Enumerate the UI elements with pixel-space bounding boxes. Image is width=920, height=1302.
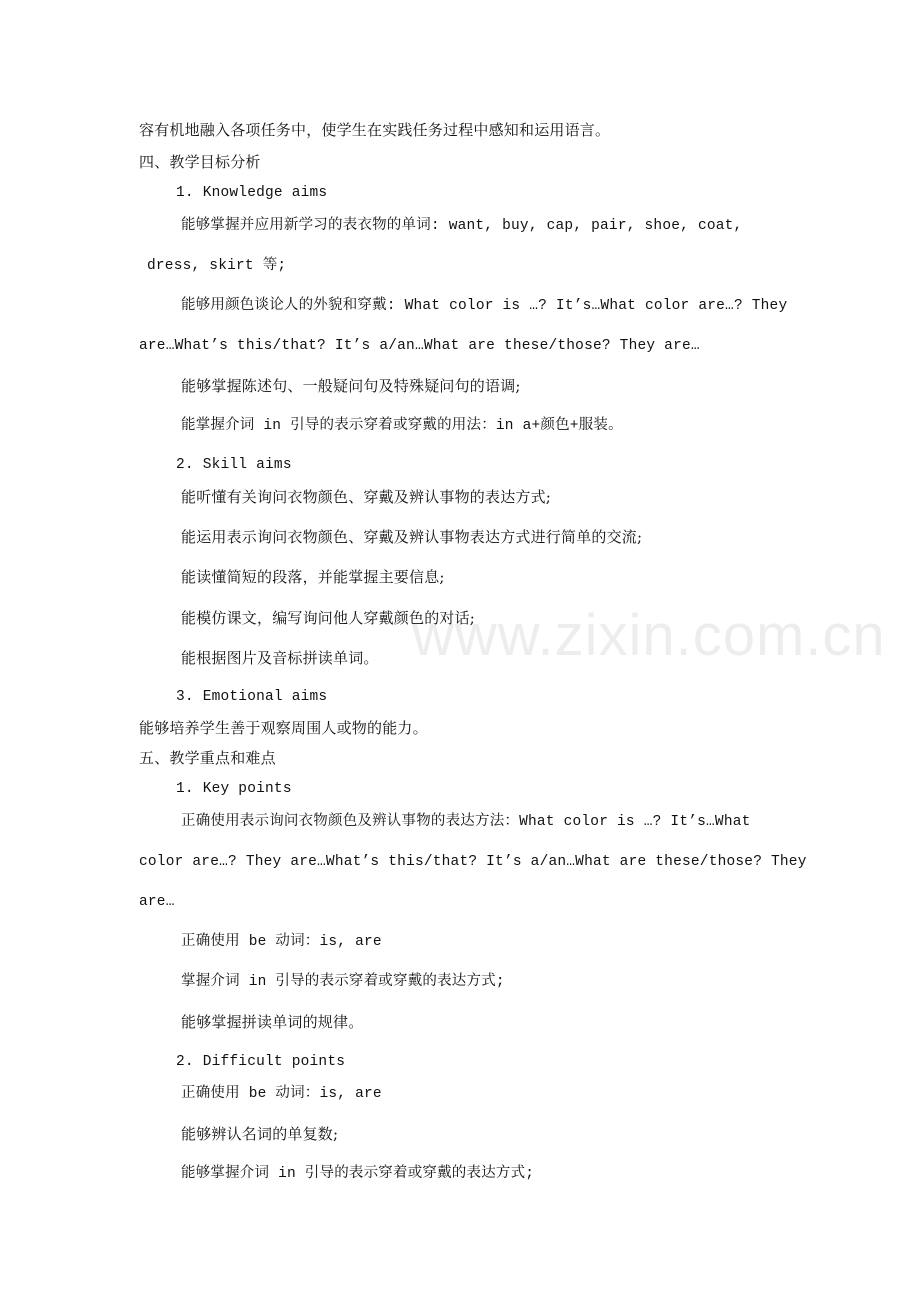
key-para-4: 能够掌握拼读单词的规律。 <box>181 1013 364 1031</box>
skill-aims-title: 2. Skill aims <box>176 457 292 473</box>
knowledge-aims-title: 1. Knowledge aims <box>176 185 328 201</box>
difficult-points-title: 2. Difficult points <box>176 1054 346 1070</box>
difficult-item: 能够辨认名词的单复数; <box>181 1125 339 1143</box>
knowledge-para-1-line-1: 能够掌握并应用新学习的表衣物的单词: want, buy, cap, pair, shoe, coat, <box>181 218 743 234</box>
section-5-heading: 五、教学重点和难点 <box>139 749 276 767</box>
section-4-heading: 四、教学目标分析 <box>139 153 261 171</box>
key-para-3: 掌握介词 in 引导的表示穿着或穿戴的表达方式; <box>181 974 505 990</box>
difficult-item: 正确使用 be 动词：is, are <box>181 1086 382 1102</box>
emotional-aims-text: 能够培养学生善于观察周围人或物的能力。 <box>139 719 428 737</box>
knowledge-para-2-line-2: are…What’s this/that? It’s a/an…What are these/those? They are… <box>139 338 700 354</box>
key-para-1-line-3: are… <box>139 894 175 910</box>
knowledge-para-3: 能够掌握陈述句、一般疑问句及特殊疑问句的语调; <box>181 377 521 395</box>
emotional-aims-title: 3. Emotional aims <box>176 689 328 705</box>
intro-tail-text: 容有机地融入各项任务中，使学生在实践任务过程中感知和运用语言。 <box>139 121 611 139</box>
skill-item: 能根据图片及音标拼读单词。 <box>181 649 379 667</box>
knowledge-para-1-line-2: dress, skirt 等; <box>147 258 287 274</box>
skill-item: 能运用表示询问衣物颜色、穿戴及辨认事物表达方式进行简单的交流; <box>181 528 643 546</box>
key-para-1-line-1: 正确使用表示询问衣物颜色及辨认事物的表达方法：What color is …? It’s…What <box>181 814 751 830</box>
skill-item: 能听懂有关询问衣物颜色、穿戴及辨认事物的表达方式; <box>181 488 552 506</box>
knowledge-para-4: 能掌握介词 in 引导的表示穿着或穿戴的用法：in a+颜色+服装。 <box>181 418 623 434</box>
key-points-title: 1. Key points <box>176 781 292 797</box>
skill-item: 能模仿课文，编写询问他人穿戴颜色的对话; <box>181 609 476 627</box>
skill-item: 能读懂简短的段落，并能掌握主要信息; <box>181 568 445 586</box>
watermark: www.zixin.com.cn <box>412 603 886 668</box>
key-para-2: 正确使用 be 动词：is, are <box>181 934 382 950</box>
difficult-item: 能够掌握介词 in 引导的表示穿着或穿戴的表达方式; <box>181 1166 535 1182</box>
key-para-1-line-2: color are…? They are…What’s this/that? It’s a/an…What are these/those? They <box>139 854 807 870</box>
knowledge-para-2-line-1: 能够用颜色谈论人的外貌和穿戴: What color is …? It’s…What color are…? They <box>181 298 788 314</box>
